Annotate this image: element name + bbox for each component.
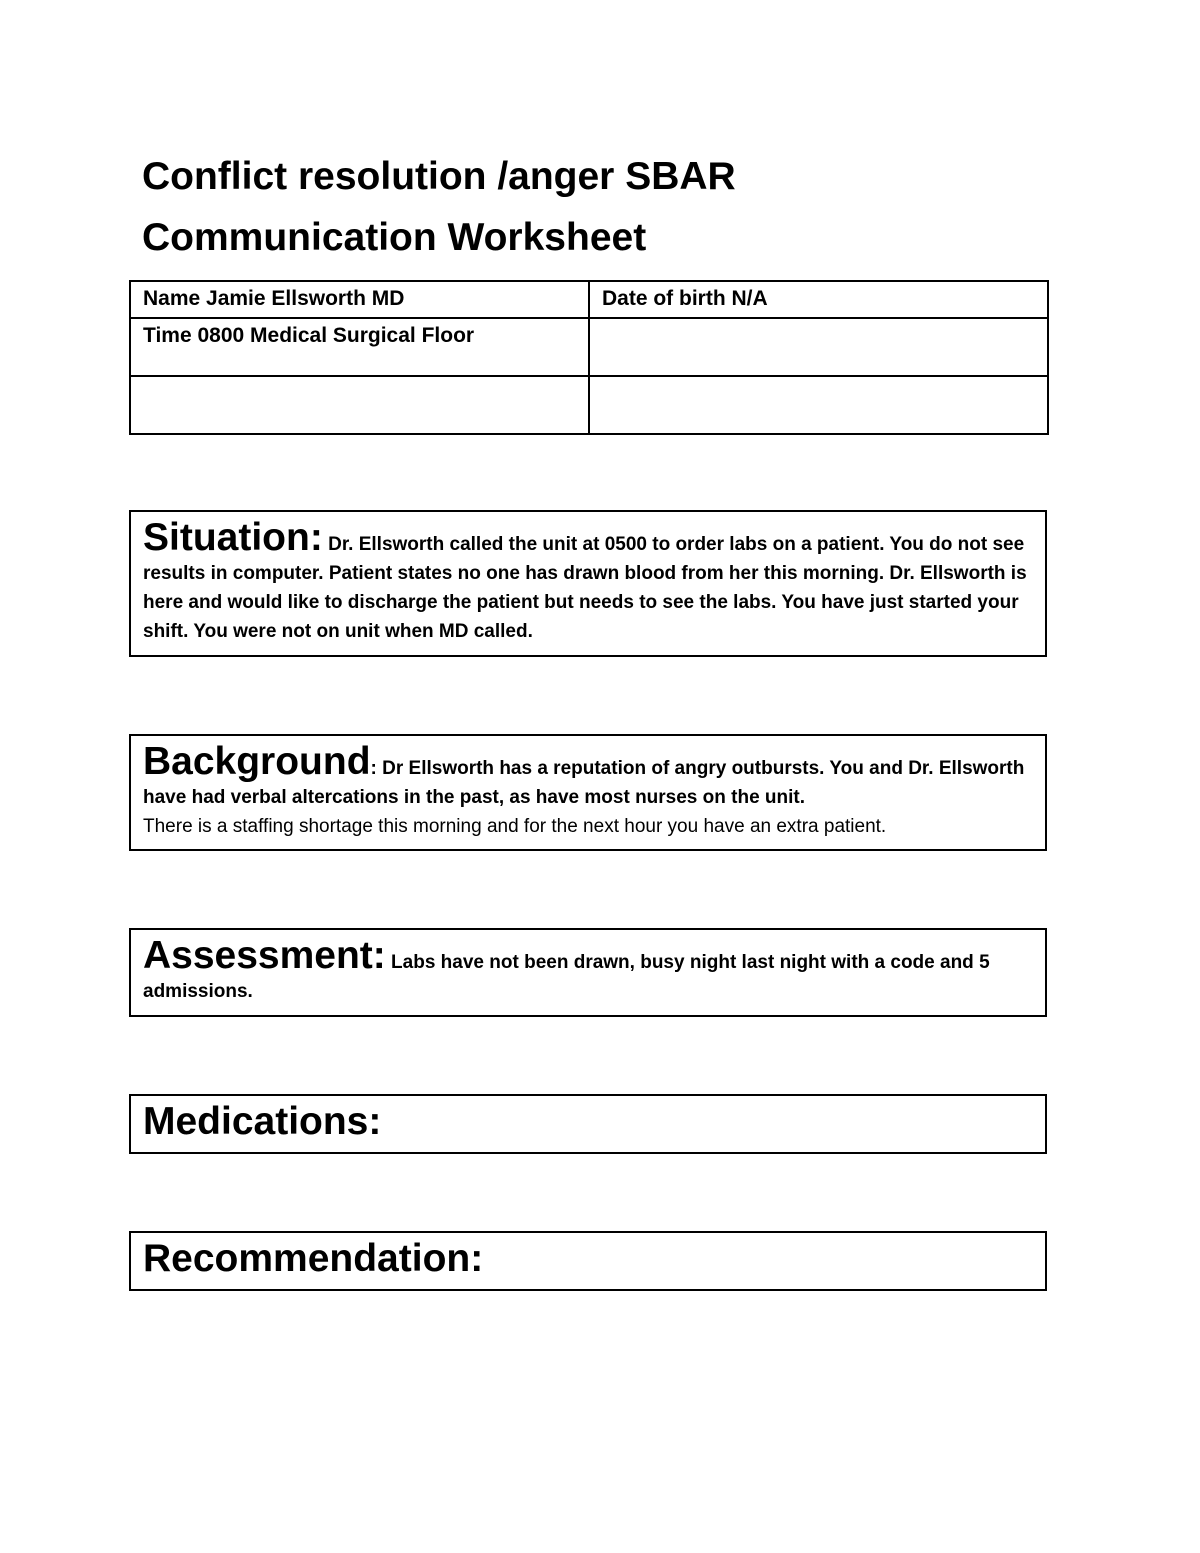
empty-cell: [589, 376, 1048, 434]
title-line-1: Conflict resolution /anger SBAR: [142, 155, 736, 198]
info-row: [130, 281, 1048, 318]
assessment-box: [129, 928, 1047, 1017]
time-cell: Time 0800 Medical Surgical Floor: [130, 318, 589, 376]
medications-heading: Medications:: [143, 1100, 382, 1143]
situation-box: [129, 510, 1047, 657]
empty-cell: [130, 376, 589, 434]
medications-box: [129, 1094, 1047, 1154]
title-line-2: Communication Worksheet: [142, 216, 647, 259]
background-heading: Background: [143, 740, 371, 783]
recommendation-box: [129, 1231, 1047, 1291]
worksheet-title: [142, 146, 736, 268]
info-row: [130, 376, 1048, 434]
background-text-staffing: There is a staffing shortage this morning and for the next hour you have an extra patient.: [143, 816, 887, 837]
background-text: : Dr Ellsworth has a reputation of angry outbursts. You and Dr. Ellsworth have had verbal altercations in the past, as have most nurses on the unit.: [143, 758, 1025, 808]
empty-cell: [589, 318, 1048, 376]
patient-info-table: [129, 280, 1049, 435]
situation-text: Dr. Ellsworth called the unit at 0500 to order labs on a patient. You do not see results in computer. Patient states no one has drawn blood from her this morning. Dr. Ellsworth is here and would like to discharge the patient but needs to see the labs. You have just started your shift. You were not on unit when MD called.: [143, 534, 1027, 642]
background-box: [129, 734, 1047, 851]
assessment-heading: Assessment:: [143, 934, 386, 977]
situation-heading: Situation:: [143, 516, 323, 559]
name-cell: Name Jamie Ellsworth MD: [130, 281, 589, 318]
recommendation-heading: Recommendation:: [143, 1237, 484, 1280]
dob-cell: Date of birth N/A: [589, 281, 1048, 318]
assessment-text: Labs have not been drawn, busy night last night with a code and 5 admissions.: [143, 952, 990, 1002]
info-row: [130, 318, 1048, 376]
